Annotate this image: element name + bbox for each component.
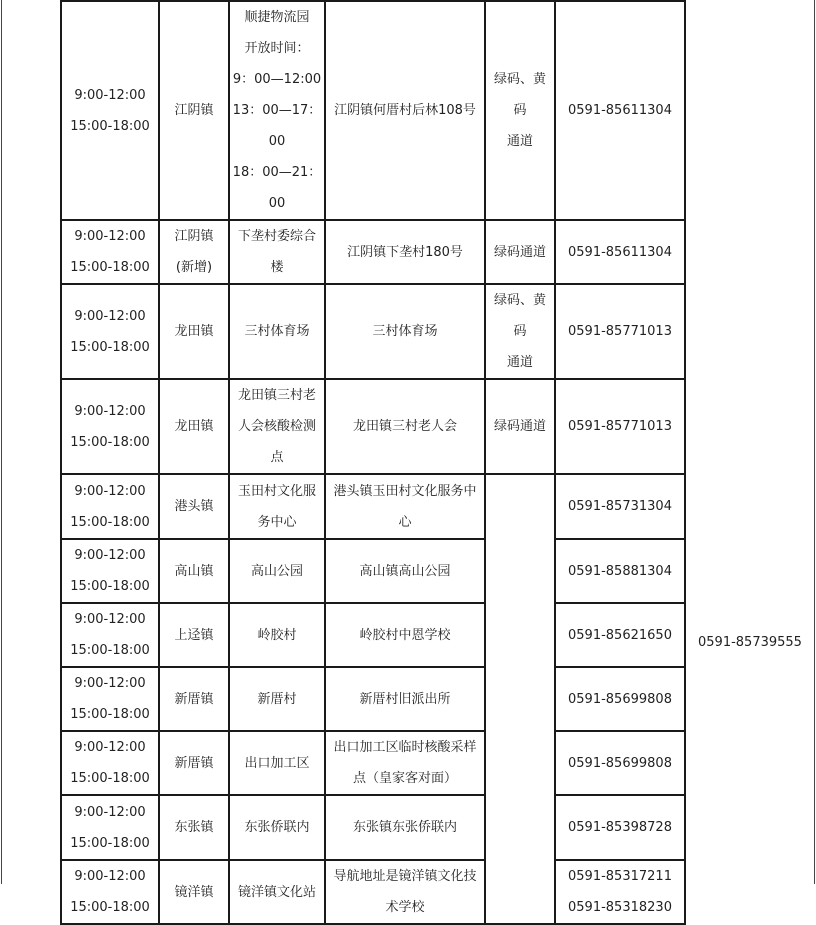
town-cell bbox=[159, 284, 229, 379]
phone-line: 0591-85398728 bbox=[568, 820, 672, 835]
time-line: 9:00-12:00 bbox=[74, 483, 146, 499]
town-line: 上迳镇 bbox=[174, 627, 214, 643]
site-line: 镜洋镇文化站 bbox=[237, 884, 316, 900]
site-line: 9：00—12:00 bbox=[232, 72, 322, 87]
site-line: 玉田村文化服 bbox=[237, 483, 316, 499]
site-line: 岭胶村 bbox=[257, 627, 297, 643]
town-line: 东张镇 bbox=[174, 820, 214, 835]
phone-line: 0591-85731304 bbox=[568, 499, 672, 514]
table-row bbox=[61, 1, 685, 220]
phone-line: 0591-85771013 bbox=[568, 324, 672, 339]
channel-line: 绿码、黄码 bbox=[493, 72, 546, 118]
address-line: 岭胶村中恩学校 bbox=[359, 627, 451, 643]
town-line: 新厝镇 bbox=[174, 755, 214, 771]
site-line: 人会核酸检测 bbox=[237, 419, 316, 434]
site-cell bbox=[229, 1, 325, 220]
outer-border-right bbox=[814, 0, 815, 884]
table-row bbox=[61, 795, 685, 860]
time-cell bbox=[61, 603, 159, 667]
time-line: 15:00-18:00 bbox=[70, 118, 150, 134]
town-line: 港头镇 bbox=[174, 499, 214, 514]
site-cell bbox=[229, 795, 325, 860]
address-cell bbox=[325, 284, 485, 379]
site-cell bbox=[229, 731, 325, 795]
channel-line: 绿码通道 bbox=[493, 244, 546, 260]
town-cell bbox=[159, 220, 229, 284]
site-cell bbox=[229, 220, 325, 284]
site-cell bbox=[229, 539, 325, 603]
time-cell bbox=[61, 539, 159, 603]
time-line: 15:00-18:00 bbox=[70, 835, 150, 851]
time-cell bbox=[61, 731, 159, 795]
time-line: 15:00-18:00 bbox=[70, 514, 150, 530]
address-cell bbox=[325, 795, 485, 860]
time-line: 15:00-18:00 bbox=[70, 900, 150, 915]
channel-line: 绿码、黄码 bbox=[493, 293, 546, 339]
phone-cell bbox=[555, 667, 685, 731]
time-line: 9:00-12:00 bbox=[74, 308, 146, 324]
channel-line: 通道 bbox=[506, 134, 533, 149]
site-line: 楼 bbox=[270, 260, 284, 275]
address-cell bbox=[325, 1, 485, 220]
site-line: 新厝村 bbox=[257, 691, 297, 707]
phone-line: 0591-85317211 bbox=[568, 869, 672, 884]
phone-cell bbox=[555, 379, 685, 474]
address-line: 心 bbox=[398, 514, 412, 530]
time-cell bbox=[61, 1, 159, 220]
time-line: 9:00-12:00 bbox=[74, 612, 146, 627]
channel-cell-merged bbox=[485, 474, 555, 924]
site-line: 三村体育场 bbox=[244, 324, 310, 339]
time-line: 15:00-18:00 bbox=[70, 643, 150, 658]
phone-line: 0591-85621650 bbox=[568, 627, 672, 643]
town-line: 江阴镇 bbox=[174, 229, 214, 244]
site-line: 00 bbox=[268, 196, 286, 211]
time-cell bbox=[61, 667, 159, 731]
channel-cell bbox=[485, 1, 555, 220]
town-cell bbox=[159, 474, 229, 539]
town-cell bbox=[159, 731, 229, 795]
time-cell bbox=[61, 379, 159, 474]
time-line: 9:00-12:00 bbox=[74, 548, 146, 563]
address-cell bbox=[325, 539, 485, 603]
address-line: 高山镇高山公园 bbox=[359, 563, 451, 579]
site-line: 务中心 bbox=[257, 514, 297, 530]
address-line: 导航地址是镜洋镇文化技 bbox=[333, 869, 477, 884]
table-row bbox=[61, 667, 685, 731]
table-row bbox=[61, 603, 685, 667]
channel-line: 通道 bbox=[506, 355, 533, 370]
phone-cell bbox=[555, 795, 685, 860]
channel-line: 绿码通道 bbox=[493, 419, 546, 434]
time-line: 9:00-12:00 bbox=[74, 229, 146, 244]
site-line: 出口加工区 bbox=[244, 755, 310, 771]
table-row bbox=[61, 379, 685, 474]
channel-cell bbox=[485, 284, 555, 379]
phone-cell bbox=[555, 220, 685, 284]
phone-line: 0591-85699808 bbox=[568, 691, 672, 707]
time-line: 15:00-18:00 bbox=[70, 707, 150, 722]
site-line: 点 bbox=[270, 450, 284, 465]
time-line: 9:00-12:00 bbox=[74, 403, 146, 419]
address-cell bbox=[325, 731, 485, 795]
town-cell bbox=[159, 860, 229, 924]
address-cell bbox=[325, 603, 485, 667]
address-line: 点（皇家客对面） bbox=[352, 771, 457, 786]
address-cell bbox=[325, 667, 485, 731]
address-line: 龙田镇三村老人会 bbox=[352, 419, 457, 434]
phone-cell bbox=[555, 603, 685, 667]
time-line: 15:00-18:00 bbox=[70, 260, 150, 275]
table-row bbox=[61, 474, 685, 539]
testing-sites-table bbox=[60, 0, 686, 925]
phone-cell bbox=[555, 731, 685, 795]
time-line: 9:00-12:00 bbox=[74, 804, 146, 820]
time-cell bbox=[61, 860, 159, 924]
address-line: 术学校 bbox=[385, 900, 425, 915]
phone-line: 0591-85611304 bbox=[568, 244, 672, 260]
phone-line: 0591-85611304 bbox=[568, 103, 672, 118]
time-line: 15:00-18:00 bbox=[70, 771, 150, 786]
table-body bbox=[61, 1, 685, 924]
phone-cell bbox=[555, 284, 685, 379]
town-line: 镜洋镇 bbox=[174, 884, 214, 900]
address-cell bbox=[325, 379, 485, 474]
town-cell bbox=[159, 603, 229, 667]
site-cell bbox=[229, 284, 325, 379]
site-line: 13：00—17： bbox=[232, 103, 322, 118]
time-line: 9:00-12:00 bbox=[74, 740, 146, 755]
address-line: 出口加工区临时核酸采样 bbox=[333, 740, 477, 755]
town-cell bbox=[159, 1, 229, 220]
town-line: 龙田镇 bbox=[174, 419, 214, 434]
address-cell bbox=[325, 220, 485, 284]
time-line: 9:00-12:00 bbox=[74, 676, 146, 691]
town-cell bbox=[159, 539, 229, 603]
table-row bbox=[61, 539, 685, 603]
phone-cell bbox=[555, 1, 685, 220]
table-row bbox=[61, 284, 685, 379]
site-line: 顺捷物流园 bbox=[244, 10, 310, 25]
time-line: 15:00-18:00 bbox=[70, 434, 150, 450]
time-line: 15:00-18:00 bbox=[70, 339, 150, 355]
address-line: 江阴镇下垄村180号 bbox=[347, 244, 463, 260]
time-line: 15:00-18:00 bbox=[70, 579, 150, 594]
site-line: 00 bbox=[268, 134, 286, 149]
site-line: 开放时间： bbox=[244, 41, 310, 56]
site-cell bbox=[229, 860, 325, 924]
address-line: 三村体育场 bbox=[372, 324, 438, 339]
phone-line: 0591-85318230 bbox=[568, 900, 672, 915]
town-cell bbox=[159, 795, 229, 860]
town-line: 新厝镇 bbox=[174, 691, 214, 707]
table-row bbox=[61, 731, 685, 795]
town-line: 龙田镇 bbox=[174, 324, 214, 339]
outer-border-left bbox=[1, 0, 2, 884]
table-row bbox=[61, 860, 685, 924]
site-line: 东张侨联内 bbox=[244, 820, 310, 835]
phone-cell bbox=[555, 474, 685, 539]
channel-cell bbox=[485, 379, 555, 474]
time-cell bbox=[61, 795, 159, 860]
site-cell bbox=[229, 603, 325, 667]
site-line: 高山公园 bbox=[250, 563, 303, 579]
phone-line: 0591-85699808 bbox=[568, 755, 672, 771]
address-cell bbox=[325, 474, 485, 539]
town-cell bbox=[159, 379, 229, 474]
site-cell bbox=[229, 379, 325, 474]
time-cell bbox=[61, 220, 159, 284]
phone-cell bbox=[555, 860, 685, 924]
town-line: 高山镇 bbox=[174, 563, 214, 579]
table-row bbox=[61, 220, 685, 284]
channel-cell bbox=[485, 220, 555, 284]
time-cell bbox=[61, 474, 159, 539]
phone-line: 0591-85771013 bbox=[568, 419, 672, 434]
address-line: 港头镇玉田村文化服务中 bbox=[333, 483, 477, 499]
address-line: 新厝村旧派出所 bbox=[359, 691, 451, 707]
site-cell bbox=[229, 474, 325, 539]
town-cell bbox=[159, 667, 229, 731]
time-line: 9:00-12:00 bbox=[74, 869, 146, 884]
address-cell bbox=[325, 860, 485, 924]
hotline-number: 0591-85739555 bbox=[698, 635, 802, 650]
phone-line: 0591-85881304 bbox=[568, 563, 672, 579]
phone-cell bbox=[555, 539, 685, 603]
site-line: 下垄村委综合 bbox=[237, 229, 316, 244]
address-line: 江阴镇何厝村后林108号 bbox=[334, 103, 476, 118]
site-line: 18：00—21： bbox=[232, 165, 322, 180]
time-cell bbox=[61, 284, 159, 379]
town-line: 江阴镇 bbox=[174, 103, 214, 118]
time-line: 9:00-12:00 bbox=[74, 87, 146, 103]
address-line: 东张镇东张侨联内 bbox=[352, 820, 457, 835]
site-line: 龙田镇三村老 bbox=[237, 388, 316, 403]
town-line: (新增) bbox=[175, 260, 213, 275]
site-cell bbox=[229, 667, 325, 731]
